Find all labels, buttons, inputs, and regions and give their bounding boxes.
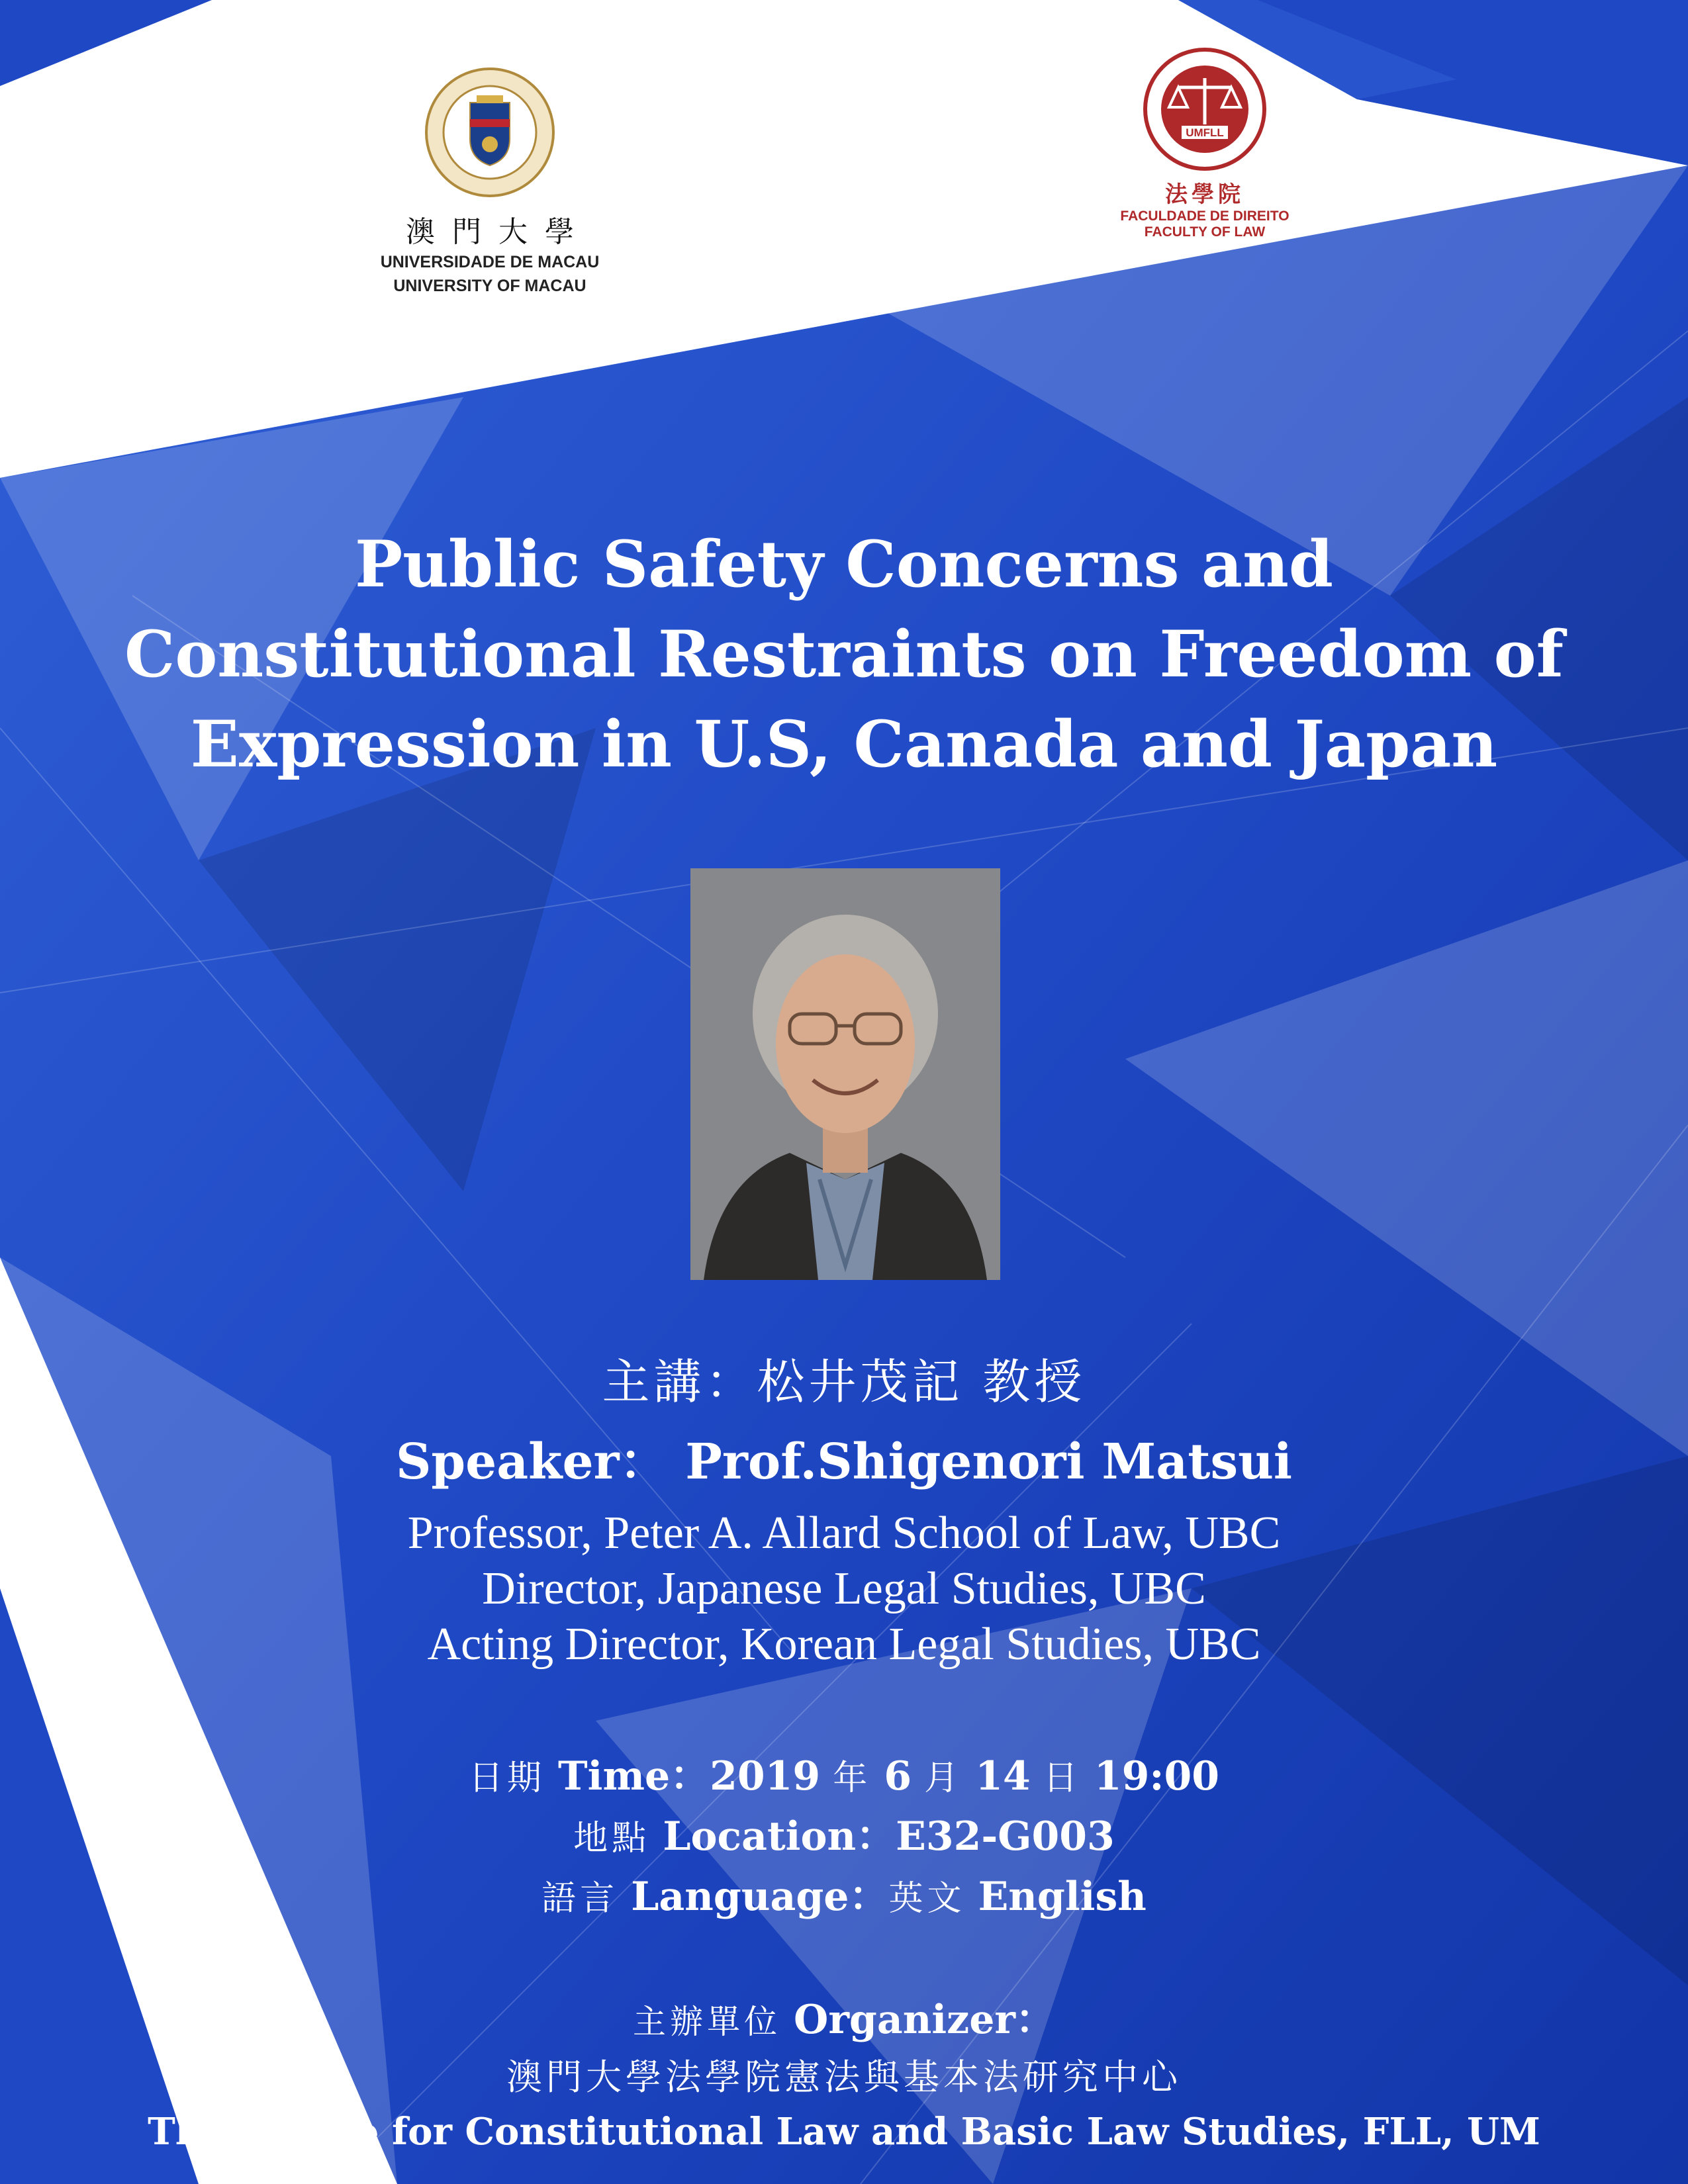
law-seal-icon <box>1142 46 1268 172</box>
organizer-section <box>0 1992 1688 2158</box>
law-badge-text: UMFLL <box>1186 126 1224 139</box>
language-label-chinese: 語言 <box>541 1879 619 1919</box>
organizer-label-line <box>0 1992 1688 2050</box>
organizer-label-english: Organizer： <box>794 1997 1056 2043</box>
organizer-name-chinese: 澳門大學法學院憲法與基本法研究中心 <box>506 2056 1182 2098</box>
time-day-unit: 日 <box>1043 1758 1082 1798</box>
location-line <box>0 1807 1688 1868</box>
time-label-chinese: 日期 <box>468 1758 545 1798</box>
speaker-role-1: Professor, Peter A. Allard School of Law, UBC <box>407 1508 1281 1559</box>
location-label-chinese: 地點 <box>573 1819 651 1858</box>
language-value-english: English <box>978 1874 1147 1920</box>
organizer-name-english: The Centre for Constitutional Law and Basic Law Studies, FLL, UM <box>148 2110 1540 2154</box>
speaker-portrait-image <box>690 868 1000 1280</box>
title-line-2: Constitutional Restraints on Freedom of <box>124 617 1564 692</box>
speaker-roles <box>0 1506 1688 1672</box>
speaker-english: Speaker： Prof.Shigenori Matsui <box>395 1433 1293 1490</box>
um-name-english: UNIVERSITY OF MACAU <box>393 277 586 295</box>
time-clock: 19:00 <box>1094 1753 1220 1799</box>
event-details <box>0 1747 1688 1928</box>
speaker-photo <box>690 868 1000 1280</box>
time-day: 14 <box>975 1753 1031 1799</box>
organizer-label-chinese: 主辦單位 <box>632 2003 781 2041</box>
um-name-chinese: 澳門大學 <box>406 215 591 249</box>
time-year-unit: 年 <box>833 1758 872 1798</box>
language-line <box>0 1868 1688 1928</box>
location-value: E32-G003 <box>896 1813 1115 1860</box>
language-value-chinese: 英文 <box>888 1879 966 1919</box>
law-name-english: FACULTY OF LAW <box>1144 224 1266 240</box>
law-faculty-logo <box>1072 46 1337 240</box>
speaker-role-2: Director, Japanese Legal Studies, UBC <box>482 1563 1206 1614</box>
time-label-english: Time： <box>558 1753 710 1799</box>
law-name-portuguese: FACULDADE DE DIREITO <box>1120 208 1289 224</box>
speaker-chinese: 主講：松井茂記 教授 <box>602 1354 1086 1410</box>
um-logo <box>344 66 635 298</box>
time-year: 2019 <box>710 1753 821 1799</box>
title-line-3: Expression in U.S, Canada and Japan <box>190 707 1498 782</box>
law-name-chinese: 法學院 <box>1165 181 1244 208</box>
time-month: 6 <box>884 1753 912 1799</box>
title-line-1: Public Safety Concerns and <box>354 527 1334 602</box>
location-label-english: Location： <box>663 1813 896 1860</box>
time-month-unit: 月 <box>924 1758 963 1798</box>
um-seal-icon <box>424 66 556 199</box>
um-name-portuguese: UNIVERSIDADE DE MACAU <box>380 253 600 271</box>
event-title <box>0 520 1688 790</box>
language-label-english: Language： <box>631 1874 889 1920</box>
speaker-role-3: Acting Director, Korean Legal Studies, UBC <box>427 1619 1261 1670</box>
time-line <box>0 1747 1688 1807</box>
